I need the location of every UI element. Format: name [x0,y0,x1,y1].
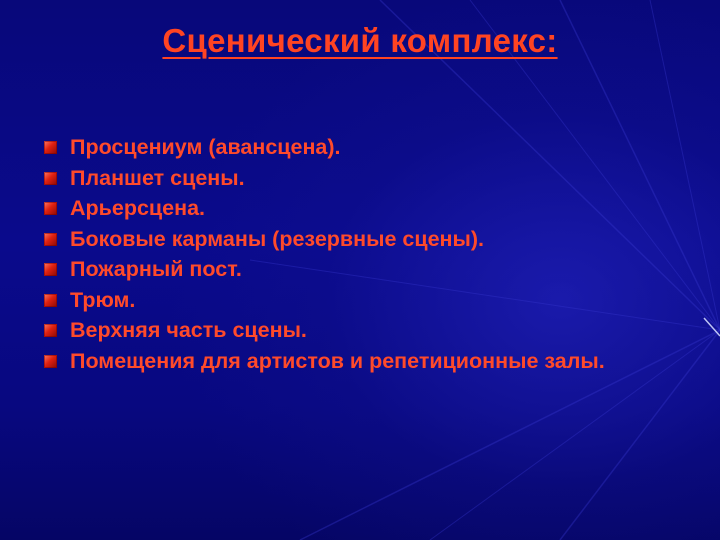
square-bullet-icon [44,263,57,276]
list-item-text: Боковые карманы (резервные сцены). [70,226,485,251]
list-item [44,163,684,194]
list-item-text: Трюм. [70,287,136,312]
list-item [44,132,684,163]
list-item-text: Планшет сцены. [70,165,245,190]
square-bullet-icon [44,324,57,337]
list-item [44,224,684,255]
list-item-text: Просцениум (авансцена). [70,135,341,159]
list-item [44,193,684,224]
list-item [44,346,684,377]
bullet-list [44,132,684,376]
list-item-text: Помещения для артистов и репетиционные залы. [70,348,605,373]
square-bullet-icon [44,355,57,368]
list-item [44,285,684,316]
square-bullet-icon [44,233,57,246]
square-bullet-icon [44,294,57,307]
list-item-text: Арьерсцена. [70,196,206,220]
list-item-text: Пожарный пост. [70,257,242,281]
list-item [44,315,684,346]
list-item-text: Верхняя часть сцены. [70,318,307,342]
square-bullet-icon [44,141,57,154]
square-bullet-icon [44,202,57,215]
slide-title: Сценический комплекс: [162,22,558,59]
square-bullet-icon [44,172,57,185]
list-item [44,254,684,285]
